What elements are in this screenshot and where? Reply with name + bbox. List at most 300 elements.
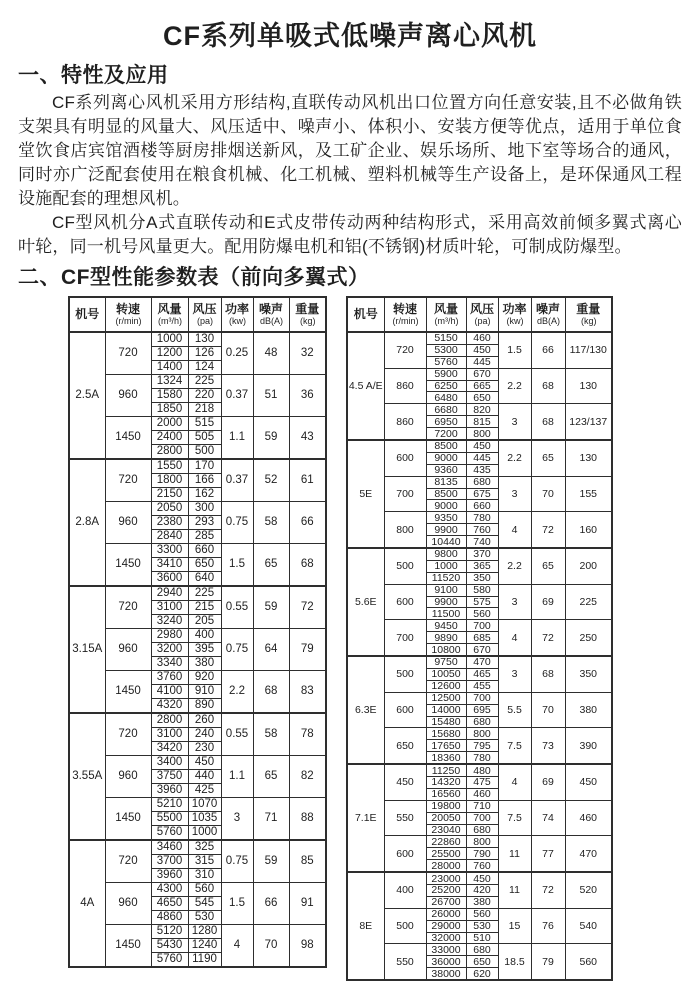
airflow-cell: 3200 <box>151 643 188 657</box>
speed-cell: 550 <box>384 800 426 836</box>
pressure-cell: 815 <box>466 416 498 428</box>
noise-cell: 65 <box>531 440 565 476</box>
airflow-cell: 9800 <box>426 548 466 560</box>
table-row <box>69 756 326 770</box>
weight-cell: 82 <box>289 756 326 798</box>
weight-cell: 66 <box>289 502 326 544</box>
pressure-cell: 380 <box>188 657 221 671</box>
noise-cell: 52 <box>253 459 289 502</box>
pressure-cell: 225 <box>188 586 221 601</box>
pressure-cell: 380 <box>466 896 498 908</box>
column-header: 机号 <box>69 297 105 332</box>
airflow-cell: 5150 <box>426 332 466 344</box>
pressure-cell: 680 <box>466 824 498 836</box>
power-cell: 2.2 <box>498 440 531 476</box>
airflow-cell: 9890 <box>426 632 466 644</box>
noise-cell: 59 <box>253 586 289 629</box>
pressure-cell: 510 <box>466 932 498 944</box>
airflow-cell: 3760 <box>151 671 188 685</box>
airflow-cell: 6680 <box>426 404 466 416</box>
pressure-cell: 460 <box>466 332 498 344</box>
table-row <box>69 375 326 389</box>
airflow-cell: 3410 <box>151 558 188 572</box>
noise-cell: 72 <box>531 620 565 656</box>
model-cell: 5E <box>347 440 384 548</box>
power-cell: 11 <box>498 872 531 908</box>
pressure-cell: 780 <box>466 512 498 524</box>
noise-cell: 59 <box>253 417 289 460</box>
airflow-cell: 3240 <box>151 615 188 629</box>
pressure-cell: 1035 <box>188 812 221 826</box>
power-cell: 2.2 <box>498 548 531 584</box>
pressure-cell: 620 <box>466 968 498 980</box>
pressure-cell: 350 <box>466 572 498 584</box>
pressure-cell: 465 <box>466 668 498 680</box>
column-header: 风压 (pa) <box>466 297 498 332</box>
weight-cell: 450 <box>565 764 612 800</box>
noise-cell: 51 <box>253 375 289 417</box>
pressure-cell: 665 <box>466 380 498 392</box>
airflow-cell: 9900 <box>426 524 466 536</box>
model-cell: 2.8A <box>69 459 105 586</box>
pressure-cell: 680 <box>466 476 498 488</box>
pressure-cell: 218 <box>188 403 221 417</box>
speed-cell: 960 <box>105 502 151 544</box>
column-header: 重量 (kg) <box>289 297 326 332</box>
airflow-cell: 5210 <box>151 798 188 812</box>
airflow-cell: 3340 <box>151 657 188 671</box>
table-row <box>69 417 326 431</box>
power-cell: 0.55 <box>221 713 253 756</box>
airflow-cell: 9000 <box>426 500 466 512</box>
power-cell: 1.5 <box>498 332 531 368</box>
speed-cell: 600 <box>384 584 426 620</box>
weight-cell: 61 <box>289 459 326 502</box>
power-cell: 3 <box>498 656 531 692</box>
pressure-cell: 910 <box>188 685 221 699</box>
intro-paragraph-2: CF型风机分A式直联传动和E式皮带传动两种结构形式，采用高效前倾多翼式离心叶轮，同一机号风量更大。配用防爆电机和铝(不锈钢)材质叶轮，可制成防爆型。 <box>18 213 682 256</box>
power-cell: 5.5 <box>498 692 531 728</box>
pressure-cell: 455 <box>466 680 498 692</box>
weight-cell: 380 <box>565 692 612 728</box>
speed-cell: 650 <box>384 728 426 764</box>
power-cell: 15 <box>498 908 531 944</box>
pressure-cell: 300 <box>188 502 221 516</box>
power-cell: 4 <box>221 925 253 968</box>
pressure-cell: 560 <box>466 608 498 620</box>
column-header: 风量 (m³/h) <box>151 297 188 332</box>
power-cell: 3 <box>498 404 531 440</box>
airflow-cell: 9360 <box>426 464 466 476</box>
speed-cell: 720 <box>105 840 151 883</box>
airflow-cell: 5760 <box>151 826 188 841</box>
airflow-cell: 3100 <box>151 728 188 742</box>
pressure-cell: 315 <box>188 855 221 869</box>
column-header: 功率 (kw) <box>221 297 253 332</box>
noise-cell: 68 <box>531 656 565 692</box>
pressure-cell: 370 <box>466 548 498 560</box>
table-row <box>347 836 612 848</box>
airflow-cell: 23000 <box>426 872 466 884</box>
column-header: 机号 <box>347 297 384 332</box>
noise-cell: 59 <box>253 840 289 883</box>
weight-cell: 85 <box>289 840 326 883</box>
pressure-cell: 675 <box>466 488 498 500</box>
pressure-cell: 500 <box>188 445 221 460</box>
table-row <box>347 800 612 812</box>
column-header: 噪声 dB(A) <box>253 297 289 332</box>
airflow-cell: 20050 <box>426 812 466 824</box>
table-row <box>347 620 612 632</box>
pressure-cell: 240 <box>188 728 221 742</box>
weight-cell: 540 <box>565 908 612 944</box>
power-cell: 3 <box>221 798 253 841</box>
power-cell: 3 <box>498 584 531 620</box>
speed-cell: 550 <box>384 944 426 980</box>
noise-cell: 72 <box>531 512 565 548</box>
pressure-cell: 650 <box>188 558 221 572</box>
pressure-cell: 680 <box>466 944 498 956</box>
weight-cell: 200 <box>565 548 612 584</box>
pressure-cell: 560 <box>188 883 221 897</box>
weight-cell: 470 <box>565 836 612 872</box>
pressure-cell: 790 <box>466 848 498 860</box>
airflow-cell: 1580 <box>151 389 188 403</box>
noise-cell: 70 <box>253 925 289 968</box>
airflow-cell: 1800 <box>151 474 188 488</box>
airflow-cell: 28000 <box>426 860 466 872</box>
table-row <box>69 459 326 474</box>
noise-cell: 71 <box>253 798 289 841</box>
power-cell: 18.5 <box>498 944 531 980</box>
airflow-cell: 8135 <box>426 476 466 488</box>
airflow-cell: 2940 <box>151 586 188 601</box>
speed-cell: 700 <box>384 476 426 512</box>
pressure-cell: 680 <box>466 716 498 728</box>
pressure-cell: 800 <box>466 428 498 440</box>
speed-cell: 960 <box>105 375 151 417</box>
weight-cell: 350 <box>565 656 612 692</box>
airflow-cell: 4650 <box>151 897 188 911</box>
table-row <box>69 798 326 812</box>
power-cell: 7.5 <box>498 800 531 836</box>
pressure-cell: 230 <box>188 742 221 756</box>
power-cell: 11 <box>498 836 531 872</box>
pressure-cell: 260 <box>188 713 221 728</box>
table-row <box>347 944 612 956</box>
table-row <box>347 404 612 416</box>
airflow-cell: 12600 <box>426 680 466 692</box>
pressure-cell: 685 <box>466 632 498 644</box>
intro-paragraph-1: CF系列离心风机采用方形结构,直联传动风机出口位置方向任意安装,且不必做角铁支架具有明显的风量大、风压适中、噪声小、体积小、安装方便等优点，适用于单位食堂饮食店宾馆酒楼等厨房排烟送新风，及工矿企业、娱乐场所、地下室等场合的通风，同时亦广泛配套使用在粮食机械、化工机械、塑料机械等生产设备上，是环保通风工程设施配套的理想风机。 <box>18 93 682 208</box>
power-cell: 4 <box>498 764 531 800</box>
weight-cell: 123/137 <box>565 404 612 440</box>
section2-heading: 二、CF型性能参数表（前向多翼式） <box>18 266 370 289</box>
table-row <box>347 368 612 380</box>
pressure-cell: 530 <box>188 911 221 925</box>
airflow-cell: 2400 <box>151 431 188 445</box>
model-cell: 6.3E <box>347 656 384 764</box>
airflow-cell: 4860 <box>151 911 188 925</box>
pressure-cell: 1000 <box>188 826 221 841</box>
power-cell: 1.5 <box>221 544 253 587</box>
model-cell: 3.55A <box>69 713 105 840</box>
airflow-cell: 2800 <box>151 445 188 460</box>
airflow-cell: 4100 <box>151 685 188 699</box>
speed-cell: 450 <box>384 764 426 800</box>
airflow-cell: 3960 <box>151 784 188 798</box>
power-cell: 0.55 <box>221 586 253 629</box>
pressure-cell: 450 <box>466 440 498 452</box>
weight-cell: 130 <box>565 368 612 404</box>
pressure-cell: 420 <box>466 884 498 896</box>
table-row <box>69 883 326 897</box>
pressure-cell: 710 <box>466 800 498 812</box>
speed-cell: 1450 <box>105 417 151 460</box>
airflow-cell: 3750 <box>151 770 188 784</box>
speed-cell: 800 <box>384 512 426 548</box>
pressure-cell: 700 <box>466 620 498 632</box>
pressure-cell: 166 <box>188 474 221 488</box>
airflow-cell: 5120 <box>151 925 188 939</box>
airflow-cell: 7200 <box>426 428 466 440</box>
speed-cell: 960 <box>105 629 151 671</box>
noise-cell: 70 <box>531 476 565 512</box>
speed-cell: 600 <box>384 692 426 728</box>
weight-cell: 225 <box>565 584 612 620</box>
airflow-cell: 14320 <box>426 776 466 788</box>
performance-table-right <box>346 296 613 981</box>
pressure-cell: 650 <box>466 956 498 968</box>
airflow-cell: 4300 <box>151 883 188 897</box>
weight-cell: 36 <box>289 375 326 417</box>
noise-cell: 69 <box>531 584 565 620</box>
pressure-cell: 820 <box>466 404 498 416</box>
pressure-cell: 660 <box>466 500 498 512</box>
pressure-cell: 475 <box>466 776 498 788</box>
model-cell: 5.6E <box>347 548 384 656</box>
speed-cell: 960 <box>105 756 151 798</box>
power-cell: 1.1 <box>221 417 253 460</box>
noise-cell: 79 <box>531 944 565 980</box>
noise-cell: 66 <box>531 332 565 368</box>
airflow-cell: 19800 <box>426 800 466 812</box>
airflow-cell: 5760 <box>151 953 188 968</box>
table-row <box>347 872 612 884</box>
table-row <box>347 476 612 488</box>
table-row <box>69 840 326 855</box>
power-cell: 2.2 <box>221 671 253 714</box>
pressure-cell: 795 <box>466 740 498 752</box>
airflow-cell: 12500 <box>426 692 466 704</box>
pressure-cell: 670 <box>466 368 498 380</box>
pressure-cell: 440 <box>188 770 221 784</box>
noise-cell: 70 <box>531 692 565 728</box>
pressure-cell: 530 <box>466 920 498 932</box>
airflow-cell: 9100 <box>426 584 466 596</box>
airflow-cell: 33000 <box>426 944 466 956</box>
weight-cell: 83 <box>289 671 326 714</box>
model-cell: 4.5 A/E <box>347 332 384 440</box>
pressure-cell: 505 <box>188 431 221 445</box>
airflow-cell: 1850 <box>151 403 188 417</box>
weight-cell: 88 <box>289 798 326 841</box>
pressure-cell: 225 <box>188 375 221 389</box>
airflow-cell: 9350 <box>426 512 466 524</box>
pressure-cell: 215 <box>188 601 221 615</box>
airflow-cell: 3700 <box>151 855 188 869</box>
airflow-cell: 36000 <box>426 956 466 968</box>
power-cell: 3 <box>498 476 531 512</box>
speed-cell: 500 <box>384 656 426 692</box>
airflow-cell: 3300 <box>151 544 188 558</box>
noise-cell: 68 <box>531 404 565 440</box>
table-row <box>347 512 612 524</box>
airflow-cell: 38000 <box>426 968 466 980</box>
weight-cell: 155 <box>565 476 612 512</box>
airflow-cell: 25200 <box>426 884 466 896</box>
pressure-cell: 640 <box>188 572 221 587</box>
weight-cell: 520 <box>565 872 612 908</box>
pressure-cell: 800 <box>466 728 498 740</box>
airflow-cell: 3100 <box>151 601 188 615</box>
pressure-cell: 365 <box>466 560 498 572</box>
speed-cell: 720 <box>105 459 151 502</box>
table-row <box>69 629 326 643</box>
pressure-cell: 1070 <box>188 798 221 812</box>
noise-cell: 65 <box>531 548 565 584</box>
airflow-cell: 3420 <box>151 742 188 756</box>
pressure-cell: 450 <box>466 344 498 356</box>
power-cell: 7.5 <box>498 728 531 764</box>
model-cell: 3.15A <box>69 586 105 713</box>
airflow-cell: 9450 <box>426 620 466 632</box>
weight-cell: 130 <box>565 440 612 476</box>
airflow-cell: 5300 <box>426 344 466 356</box>
pressure-cell: 800 <box>466 836 498 848</box>
pressure-cell: 1240 <box>188 939 221 953</box>
pressure-cell: 310 <box>188 869 221 883</box>
noise-cell: 48 <box>253 332 289 375</box>
noise-cell: 68 <box>253 671 289 714</box>
airflow-cell: 1000 <box>426 560 466 572</box>
speed-cell: 720 <box>384 332 426 368</box>
pressure-cell: 575 <box>466 596 498 608</box>
pressure-cell: 560 <box>466 908 498 920</box>
speed-cell: 1450 <box>105 925 151 968</box>
weight-cell: 390 <box>565 728 612 764</box>
airflow-cell: 9750 <box>426 656 466 668</box>
airflow-cell: 9000 <box>426 452 466 464</box>
speed-cell: 700 <box>384 620 426 656</box>
pressure-cell: 205 <box>188 615 221 629</box>
noise-cell: 65 <box>253 756 289 798</box>
pressure-cell: 1190 <box>188 953 221 968</box>
airflow-cell: 16560 <box>426 788 466 800</box>
weight-cell: 78 <box>289 713 326 756</box>
table-row <box>69 544 326 558</box>
noise-cell: 77 <box>531 836 565 872</box>
airflow-cell: 6950 <box>426 416 466 428</box>
power-cell: 4 <box>498 512 531 548</box>
power-cell: 2.2 <box>498 368 531 404</box>
airflow-cell: 15680 <box>426 728 466 740</box>
airflow-cell: 2050 <box>151 502 188 516</box>
column-header: 功率 (kw) <box>498 297 531 332</box>
weight-cell: 91 <box>289 883 326 925</box>
airflow-cell: 11250 <box>426 764 466 776</box>
pressure-cell: 130 <box>188 332 221 347</box>
power-cell: 0.75 <box>221 840 253 883</box>
pressure-cell: 650 <box>466 392 498 404</box>
pressure-cell: 293 <box>188 516 221 530</box>
airflow-cell: 1550 <box>151 459 188 474</box>
table-row <box>69 332 326 347</box>
noise-cell: 74 <box>531 800 565 836</box>
noise-cell: 64 <box>253 629 289 671</box>
weight-cell: 460 <box>565 800 612 836</box>
airflow-cell: 3400 <box>151 756 188 770</box>
pressure-cell: 162 <box>188 488 221 502</box>
pressure-cell: 700 <box>466 692 498 704</box>
weight-cell: 72 <box>289 586 326 629</box>
airflow-cell: 25500 <box>426 848 466 860</box>
airflow-cell: 5900 <box>426 368 466 380</box>
table-row <box>347 548 612 560</box>
pressure-cell: 760 <box>466 860 498 872</box>
airflow-cell: 17650 <box>426 740 466 752</box>
table-row <box>347 728 612 740</box>
speed-cell: 500 <box>384 908 426 944</box>
weight-cell: 98 <box>289 925 326 968</box>
airflow-cell: 8500 <box>426 488 466 500</box>
airflow-cell: 2840 <box>151 530 188 544</box>
airflow-cell: 3960 <box>151 869 188 883</box>
speed-cell: 860 <box>384 404 426 440</box>
airflow-cell: 3600 <box>151 572 188 587</box>
pressure-cell: 545 <box>188 897 221 911</box>
pressure-cell: 700 <box>466 812 498 824</box>
airflow-cell: 2000 <box>151 417 188 431</box>
pressure-cell: 515 <box>188 417 221 431</box>
speed-cell: 1450 <box>105 544 151 587</box>
airflow-cell: 29000 <box>426 920 466 932</box>
table-row <box>347 656 612 668</box>
power-cell: 4 <box>498 620 531 656</box>
table-row <box>69 586 326 601</box>
airflow-cell: 26000 <box>426 908 466 920</box>
weight-cell: 160 <box>565 512 612 548</box>
pressure-cell: 890 <box>188 699 221 714</box>
airflow-cell: 1000 <box>151 332 188 347</box>
airflow-cell: 2800 <box>151 713 188 728</box>
airflow-cell: 26700 <box>426 896 466 908</box>
pressure-cell: 780 <box>466 752 498 764</box>
noise-cell: 66 <box>253 883 289 925</box>
airflow-cell: 11500 <box>426 608 466 620</box>
pressure-cell: 285 <box>188 530 221 544</box>
model-cell: 2.5A <box>69 332 105 459</box>
power-cell: 0.37 <box>221 459 253 502</box>
performance-table-left <box>68 296 327 968</box>
pressure-cell: 445 <box>466 356 498 368</box>
noise-cell: 76 <box>531 908 565 944</box>
airflow-cell: 4320 <box>151 699 188 714</box>
weight-cell: 250 <box>565 620 612 656</box>
speed-cell: 600 <box>384 440 426 476</box>
speed-cell: 860 <box>384 368 426 404</box>
table-row <box>347 584 612 596</box>
